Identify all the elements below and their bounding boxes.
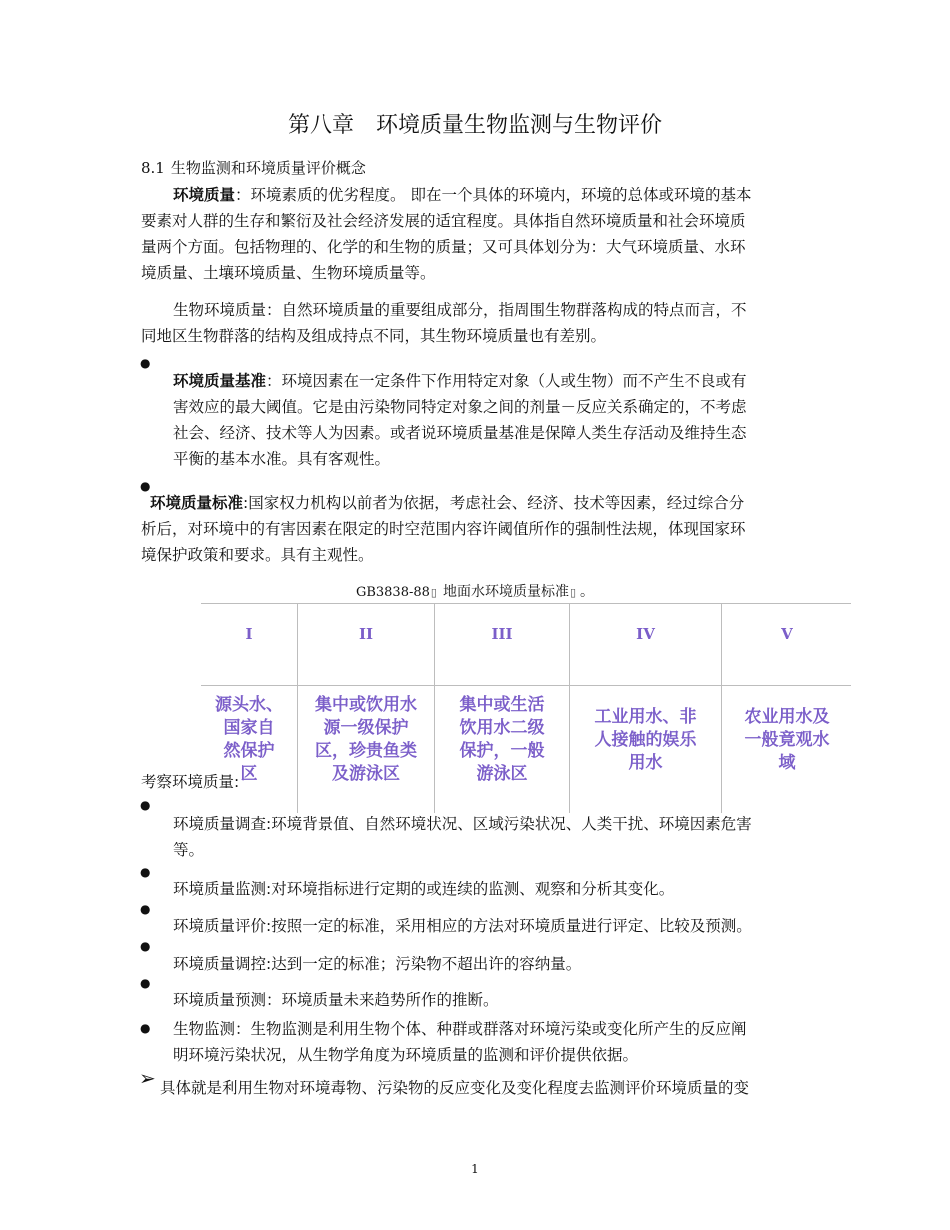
bullet-icon: ● (140, 798, 151, 812)
cell-line: 源头水、 (215, 695, 283, 715)
caption-text: 地面水环境质量标准 (442, 584, 569, 600)
cell-line: 游泳区 (476, 764, 528, 784)
cell-line: 国家自 (223, 718, 275, 738)
section-number: 8.1 (141, 159, 165, 177)
p3-line: 平衡的基本水准。具有客观性。 (173, 450, 391, 468)
p4-line: 境保护政策和要求。具有主观性。 (141, 546, 374, 564)
term-environment-quality: 环境质量 (173, 186, 236, 204)
page-number: 1 (471, 1162, 479, 1176)
term-quality-criteria: 环境质量基准 (173, 372, 267, 390)
list-item-bio-monitoring (173, 1016, 813, 1068)
cell-line: 工业用水、非 (594, 707, 697, 727)
list-item-monitoring (173, 876, 813, 902)
list-item-survey (173, 811, 813, 863)
term-quality-standard: 环境质量标准 (150, 494, 244, 512)
item-line: 生物监测：生物监测是利用生物个体、种群或群落对环境污染或变化所产生的反应阐 (173, 1020, 747, 1038)
caption-code: GB3838-88 (355, 585, 430, 600)
section-heading (141, 157, 366, 178)
bullet-icon: ● (140, 902, 151, 916)
item-line: 环境质量调控:达到一定的标准；污染物不超出许的容纳量。 (173, 955, 582, 973)
bullet-icon: ● (140, 356, 151, 370)
class-use-cell-2 (298, 694, 434, 786)
bullet-icon: ● (140, 479, 151, 493)
class-header-4: IV (636, 625, 655, 643)
cell-line: 然保护 (223, 741, 275, 761)
arrow-bullet-icon: ➢ (139, 1066, 156, 1090)
class-use-cell-5 (722, 706, 852, 775)
list-item-regulation (173, 951, 813, 977)
cell-line: 区 (240, 764, 258, 784)
p1-line: ：环境素质的优劣程度。 即在一个具体的环境内，环境的总体或环境的基本 (235, 186, 752, 204)
item-line: 环境质量评价:按照一定的标准，采用相应的方法对环境质量进行评定、比较及预测。 (173, 917, 752, 935)
p3-line: 害效应的最大阈值。它是由污染物同特定对象之间的剂量－反应关系确定的，不考虑 (173, 398, 747, 416)
investigate-heading: 考察环境质量: (141, 773, 240, 791)
cell-line: 及游泳区 (332, 764, 400, 784)
cell-line: 保护，一般 (459, 741, 545, 761)
cell-line: 域 (778, 753, 796, 773)
p3-line: 社会、经济、技术等人为因素。或者说环境质量基准是保障人类生存活动及维持生态 (173, 424, 747, 442)
p4-line: 析后，对环境中的有害因素在限定的时空范围内容许阈值所作的强制性法规，体现国家环 (141, 520, 746, 538)
paragraph-quality-standard (141, 490, 813, 568)
bullet-icon: ● (140, 939, 151, 953)
cell-line: 区，珍贵鱼类 (315, 741, 417, 761)
list-item-prediction (173, 987, 813, 1013)
table-top-rule (201, 603, 851, 604)
cell-line: 一般竟观水 (744, 730, 830, 750)
class-header-5: V (781, 625, 793, 643)
chapter-title: 第八章 环境质量生物监测与生物评价 (287, 113, 662, 138)
item-line: 环境质量监测:对环境指标进行定期的或连续的监测、观察和分析其变化。 (173, 880, 675, 898)
bullet-icon: ● (140, 865, 151, 879)
class-header-1: I (245, 625, 253, 643)
final-line: 具体就是利用生物对环境毒物、污染物的反应变化及变化程度去监测评价环境质量的变 (160, 1079, 750, 1097)
p1-line: 要素对人群的生存和繁衍及社会经济发展的适宜程度。具体指自然环境质量和社会环境质 (141, 212, 746, 230)
caption-end: 。 (580, 584, 595, 600)
paragraph-biological-environment-quality (141, 297, 813, 349)
cell-line: 用水 (628, 753, 663, 773)
cell-line: 饮用水二级 (459, 718, 545, 738)
class-header-3: III (491, 625, 513, 643)
cell-line: 人接触的娱乐 (594, 730, 697, 750)
table-middle-rule (201, 685, 851, 686)
paragraph-quality-criteria (173, 368, 813, 472)
table-caption: GB3838-88▯ 地面水环境质量标准▯ 。 (355, 584, 595, 600)
class-use-cell-4 (570, 706, 721, 775)
p1-line: 量两个方面。包括物理的、化学的和生物的质量；又可具体划分为：大气环境质量、水环 (141, 238, 746, 256)
item-line: 明环境污染状况，从生物学角度为环境质量的监测和评价提供依据。 (173, 1046, 639, 1064)
list-item-assessment (173, 913, 813, 939)
cell-line: 农业用水及 (744, 707, 830, 727)
cell-line: 集中或生活 (459, 695, 545, 715)
item-line: 环境质量预测：环境质量未来趋势所作的推断。 (173, 991, 499, 1009)
p1-line: 境质量、土壤环境质量、生物环境质量等。 (141, 264, 436, 282)
section-text: 生物监测和环境质量评价概念 (170, 159, 366, 177)
p2-line: 生物环境质量：自然环境质量的重要组成部分，指周围生物群落构成的特点而言，不 (173, 301, 747, 319)
p4-line: :国家权力机构以前者为依据，考虑社会、经济、技术等因素，经过综合分 (243, 494, 745, 512)
p2-line: 同地区生物群落的结构及组成持点不同，其生物环境质量也有差别。 (141, 327, 607, 345)
item-line: 环境质量调查:环境背景值、自然环境状况、区域污染状况、人类干扰、环境因素危害 (173, 815, 752, 833)
bullet-icon: ● (140, 1021, 151, 1035)
p3-line: ：环境因素在一定条件下作用特定对象（人或生物）而不产生不良或有 (266, 372, 747, 390)
cell-line: 源一级保护 (323, 718, 409, 738)
cell-line: 集中或饮用水 (315, 695, 417, 715)
item-line: 等。 (173, 841, 205, 859)
bullet-icon: ● (140, 976, 151, 990)
class-use-cell-3 (435, 694, 569, 786)
class-header-2: II (358, 625, 374, 643)
paragraph-environment-quality (141, 182, 813, 286)
